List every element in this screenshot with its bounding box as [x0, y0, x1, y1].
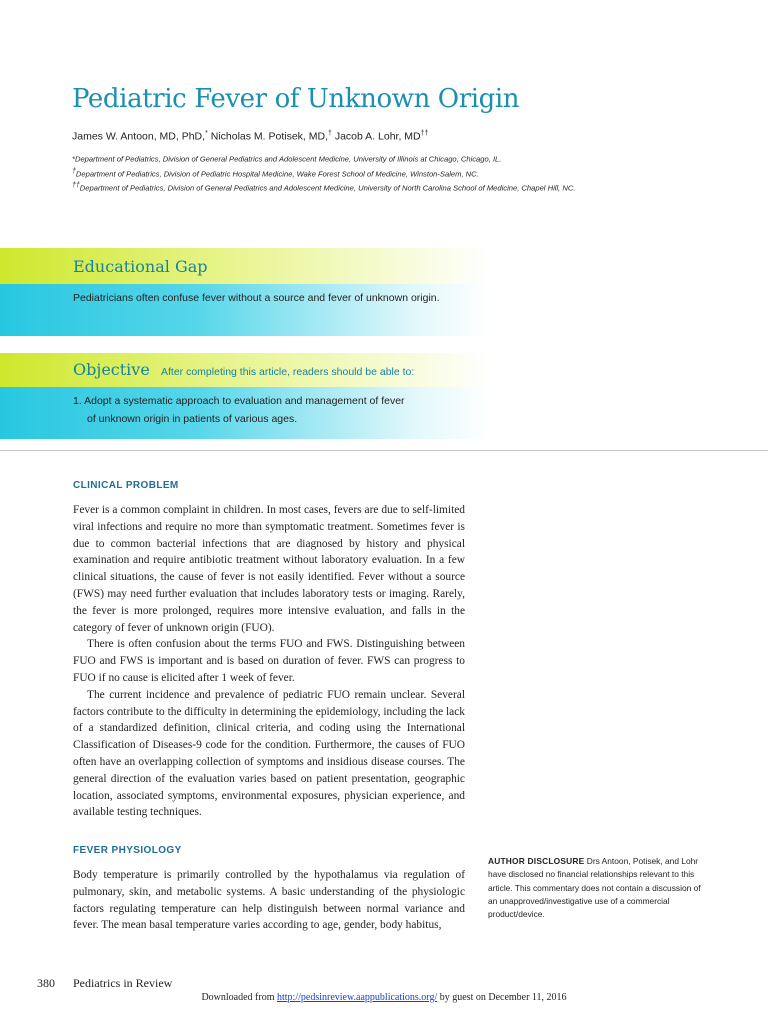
- author-disclosure: [488, 855, 708, 921]
- objective-item: [73, 392, 405, 428]
- author-name: Jacob A. Lohr, MD: [334, 130, 421, 143]
- article-title: Pediatric Fever of Unknown Origin: [72, 84, 520, 114]
- paragraph: Fever is a common complaint in children. In most cases, fevers are due to self-limited viral infections and require no more than symptomatic treatment. Sometimes fever is due to common bacterial infections that are diagnosed by history and physical examination and require antibiotic treatment without laboratory evaluation. In a few clinical situations, the cause of fever is not easily identified. Fever without a source (FWS) may need further evaluation that includes laboratory tests or imaging. Rarely, the fever is more prolonged, requires more intensive evaluation, and falls in the category of fever of unknown origin (FUO).: [73, 504, 465, 634]
- paragraph: The current incidence and prevalence of pediatric FUO remain unclear. Several factors contribute to the difficulty in determining the epidemiology, including the lack of a standardized definition, clinical criteria, and coding using the International Classification of Diseases-9 code for the condition. Furthermore, the causes of FUO often have an overlapping collection of symptoms and insidious disease courses. The general direction of the evaluation varies based on patient presentation, geographic location, associated symptoms, environmental exposures, physician experience, and available testing techniques.: [73, 688, 465, 819]
- affiliation: ††Department of Pediatrics, Division of General Pediatrics and Adolescent Medicine, University of North Carolina School of Medicine, Chapel Hill, NC.: [72, 182, 576, 193]
- educational-gap-text: Pediatricians often confuse fever without a source and fever of unknown origin.: [73, 292, 440, 304]
- author-mark: †: [328, 130, 332, 137]
- objective-subheading: After completing this article, readers should be able to:: [161, 366, 415, 378]
- author-mark: ††: [420, 130, 429, 137]
- author-list: [72, 130, 428, 143]
- fever-physiology-body: [73, 867, 465, 934]
- section-heading-clinical-problem: CLINICAL PROBLEM: [73, 480, 179, 491]
- download-link[interactable]: http://pedsinreview.aappublications.org/: [276, 992, 438, 1003]
- section-divider: [0, 450, 768, 451]
- objective-item-line: 1. Adopt a systematic approach to evaluation and management of fever: [73, 395, 405, 407]
- page-number: 380: [37, 976, 55, 990]
- section-heading-fever-physiology: FEVER PHYSIOLOGY: [73, 845, 182, 856]
- objective-heading: Objective: [73, 360, 150, 379]
- disclosure-label: AUTHOR DISCLOSURE: [488, 856, 585, 866]
- author-name: Nicholas M. Potisek, MD,: [210, 130, 328, 143]
- author-mark: *: [205, 130, 208, 137]
- affiliation: *Department of Pediatrics, Division of General Pediatrics and Adolescent Medicine, University of Illinois at Chicago, Chicago, IL.: [72, 154, 502, 164]
- educational-gap-heading: Educational Gap: [73, 257, 208, 276]
- disclosure-text: Drs Antoon, Potisek, and Lohr have disclosed no financial relationships relevant to this article. This commentary does not contain a discussion of an unapproved/investigative use of a commercial product/device.: [488, 856, 701, 920]
- objective-item-line: of unknown origin in patients of various ages.: [87, 413, 298, 425]
- affiliation: †Department of Pediatrics, Division of Pediatric Hospital Medicine, Wake Forest School of Medicine, Winston-Salem, NC.: [72, 168, 479, 179]
- paragraph: There is often confusion about the terms FUO and FWS. Distinguishing between FUO and FWS is important and is based on duration of fever. FWS can progress to FUO if no cause is elicited after 1 week of fever.: [73, 638, 465, 684]
- download-notice: Downloaded from http://pedsinreview.aappublications.org/ by guest on December 11, 2016: [201, 992, 567, 1003]
- journal-name: Pediatrics in Review: [73, 976, 173, 990]
- author-name: James W. Antoon, MD, PhD,: [72, 130, 206, 143]
- paragraph: Body temperature is primarily controlled by the hypothalamus via regulation of pulmonary, skin, and metabolic systems. A basic understanding of the physiologic factors regulating temperature can help distinguish between normal variance and fever. The mean basal temperature varies according to age, gender, body habitus,: [73, 869, 465, 932]
- clinical-problem-body: [73, 502, 465, 821]
